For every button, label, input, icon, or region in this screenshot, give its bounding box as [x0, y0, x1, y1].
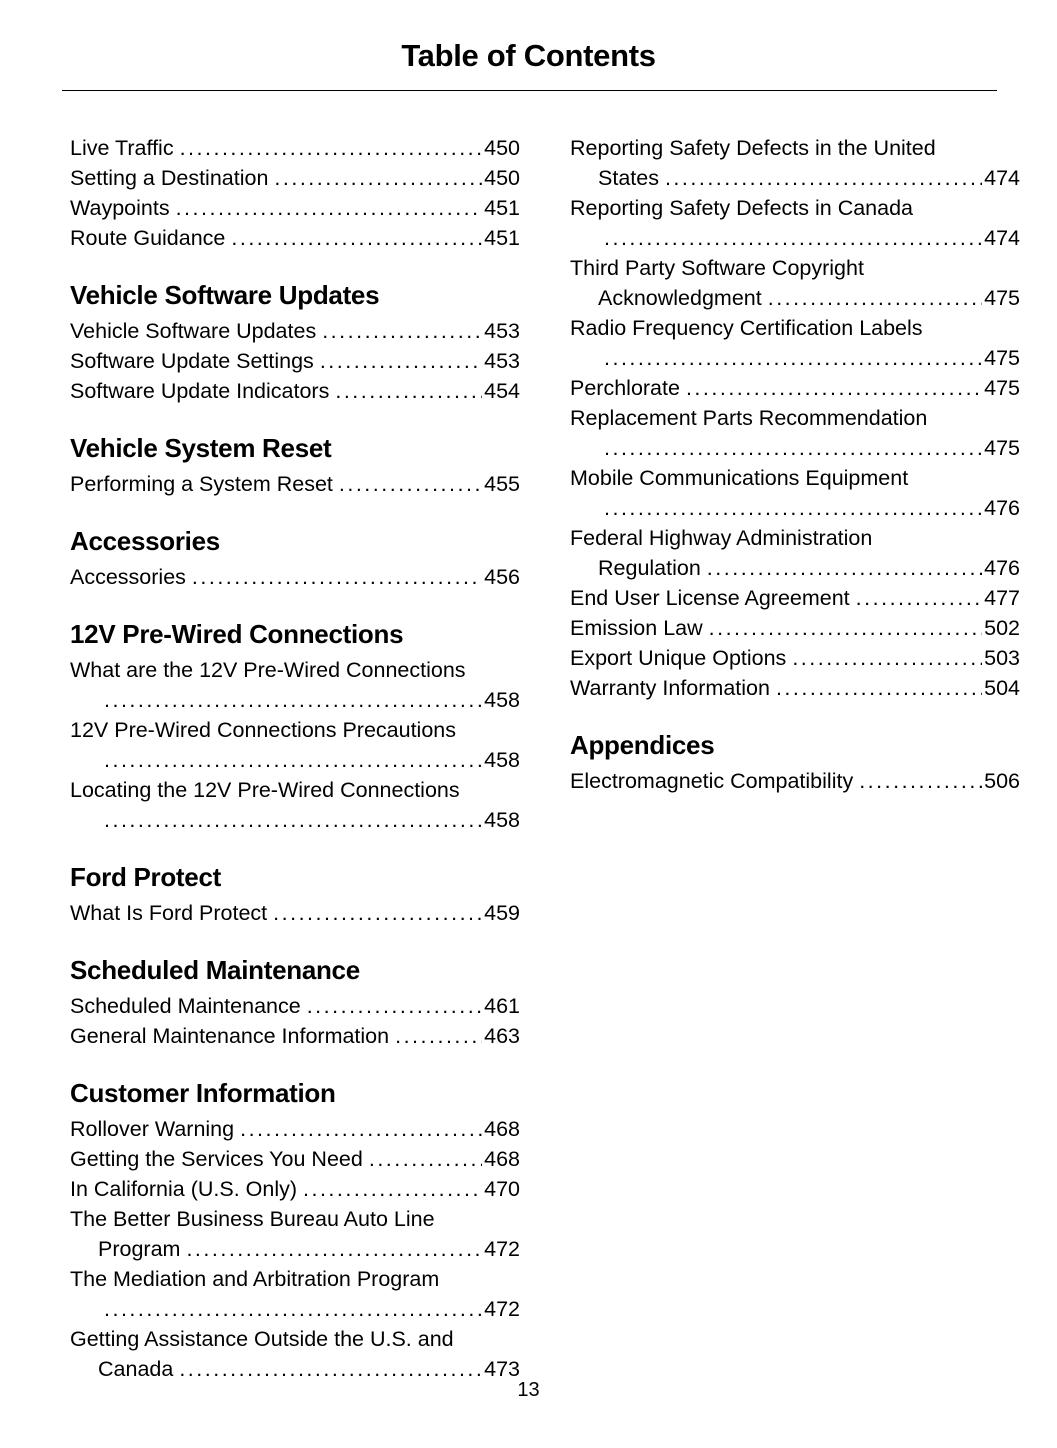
toc-entry — [70, 193, 520, 223]
entry-line — [570, 613, 1020, 643]
entry-line — [70, 805, 520, 835]
toc-entry — [70, 991, 520, 1021]
entry-line — [70, 163, 520, 193]
toc-entry — [70, 133, 520, 163]
dot-leader — [104, 805, 482, 835]
toc-entry — [570, 613, 1020, 643]
toc-entry — [70, 346, 520, 376]
toc-section — [570, 729, 1020, 796]
entry-label: Getting the Services You Need — [70, 1147, 363, 1171]
entry-line — [70, 1234, 520, 1264]
entry-page-number: 474 — [984, 166, 1020, 190]
entry-page-number: 477 — [984, 586, 1020, 610]
toc-entry — [570, 643, 1020, 673]
entry-page-number: 502 — [984, 616, 1020, 640]
dot-leader — [335, 376, 482, 406]
entry-line — [570, 163, 1020, 193]
toc-entry — [570, 373, 1020, 403]
toc-entry — [70, 775, 520, 835]
toc-section — [70, 432, 520, 499]
entry-line — [570, 223, 1020, 253]
entry-page-number: 453 — [484, 319, 520, 343]
toc-entry — [570, 523, 1020, 583]
toc-entry — [70, 715, 520, 775]
toc-entry — [570, 193, 1020, 253]
entry-line: The Better Business Bureau Auto Line — [70, 1207, 435, 1231]
toc-entry — [70, 469, 520, 499]
entry-line — [70, 316, 520, 346]
entry-line — [70, 1021, 520, 1051]
dot-leader — [320, 346, 482, 376]
entry-line: Replacement Parts Recommendation — [570, 406, 928, 430]
page-header — [0, 0, 1057, 91]
toc-entry — [70, 1144, 520, 1174]
entry-page-number: 468 — [484, 1117, 520, 1141]
dot-leader — [303, 1174, 482, 1204]
entry-page-number: 458 — [484, 808, 520, 832]
toc-entry — [70, 898, 520, 928]
entry-line: Reporting Safety Defects in Canada — [570, 196, 914, 220]
entry-page-number: 476 — [984, 496, 1020, 520]
dot-leader — [104, 685, 482, 715]
section-heading: Accessories — [70, 526, 220, 556]
entry-page-number: 455 — [484, 472, 520, 496]
entry-label: Accessories — [70, 565, 186, 589]
entry-line — [70, 685, 520, 715]
dot-leader — [180, 133, 483, 163]
section-heading: Vehicle System Reset — [70, 433, 332, 463]
toc-section — [70, 279, 520, 406]
dot-leader — [369, 1144, 482, 1174]
entry-page-number: 473 — [484, 1357, 520, 1381]
entry-label: Performing a System Reset — [70, 472, 333, 496]
toc-entry — [70, 1204, 520, 1264]
entry-line — [70, 1144, 520, 1174]
toc-entry — [70, 376, 520, 406]
entry-page-number: 504 — [984, 676, 1020, 700]
toc-entry — [570, 766, 1020, 796]
entry-label: Canada — [98, 1357, 174, 1381]
entry-line: Federal Highway Administration — [570, 526, 873, 550]
toc-entry — [70, 316, 520, 346]
entry-label: Scheduled Maintenance — [70, 994, 301, 1018]
entry-line: The Mediation and Arbitration Program — [70, 1267, 440, 1291]
entry-page-number: 506 — [984, 769, 1020, 793]
entry-line: Mobile Communications Equipment — [570, 466, 909, 490]
entry-label: Acknowledgment — [598, 286, 762, 310]
section-heading: Customer Information — [70, 1078, 336, 1108]
entry-label: Export Unique Options — [570, 646, 787, 670]
entry-label: Live Traffic — [70, 136, 174, 160]
entry-label: Waypoints — [70, 196, 170, 220]
toc-entry — [570, 583, 1020, 613]
toc-entry — [70, 1264, 520, 1324]
entry-line — [70, 346, 520, 376]
entry-label: End User License Agreement — [570, 586, 850, 610]
dot-leader — [859, 766, 982, 796]
toc-entry — [70, 1324, 520, 1384]
entry-line — [70, 1294, 520, 1324]
toc-entry — [70, 163, 520, 193]
entry-label: Perchlorate — [570, 376, 680, 400]
entry-label: In California (U.S. Only) — [70, 1177, 298, 1201]
entry-line — [70, 745, 520, 775]
dot-leader — [339, 469, 482, 499]
dot-leader — [856, 583, 982, 613]
entry-line — [570, 766, 1020, 796]
entry-line — [570, 643, 1020, 673]
toc-entry — [570, 403, 1020, 463]
entry-line — [70, 376, 520, 406]
dot-leader — [176, 193, 483, 223]
entry-line — [570, 433, 1020, 463]
toc-entry — [70, 562, 520, 592]
toc-section — [70, 954, 520, 1051]
entry-page-number: 476 — [984, 556, 1020, 580]
entry-line — [570, 373, 1020, 403]
entry-label: Rollover Warning — [70, 1117, 235, 1141]
dot-leader — [604, 343, 982, 373]
entry-line — [70, 469, 520, 499]
entry-label: Regulation — [598, 556, 701, 580]
entry-page-number: 456 — [484, 565, 520, 589]
entry-page-number: 454 — [484, 379, 520, 403]
dot-leader — [665, 163, 982, 193]
dot-leader — [186, 1234, 482, 1264]
entry-page-number: 475 — [984, 436, 1020, 460]
entry-line: Reporting Safety Defects in the United — [570, 136, 936, 160]
entry-line — [570, 673, 1020, 703]
section-heading: Vehicle Software Updates — [70, 280, 380, 310]
page-title: Table of Contents — [401, 38, 656, 73]
toc-entry — [570, 133, 1020, 193]
entry-line: Locating the 12V Pre-Wired Connections — [70, 778, 460, 802]
toc-section — [70, 861, 520, 928]
dot-leader — [322, 316, 482, 346]
toc-entry — [570, 253, 1020, 313]
entry-label: States — [598, 166, 659, 190]
entry-page-number: 459 — [484, 901, 520, 925]
dot-leader — [604, 433, 982, 463]
dot-leader — [104, 1294, 482, 1324]
toc-entry — [570, 463, 1020, 523]
entry-label: What Is Ford Protect — [70, 901, 268, 925]
entry-label: Warranty Information — [570, 676, 770, 700]
entry-line — [570, 583, 1020, 613]
toc-entry — [70, 1114, 520, 1144]
entry-line — [570, 343, 1020, 373]
entry-page-number: 453 — [484, 349, 520, 373]
toc-entry — [570, 313, 1020, 373]
entry-line — [70, 223, 520, 253]
entry-label: Route Guidance — [70, 226, 226, 250]
dot-leader — [792, 643, 982, 673]
entry-label: Emission Law — [570, 616, 703, 640]
entry-page-number: 475 — [984, 346, 1020, 370]
dot-leader — [604, 223, 982, 253]
entry-label: General Maintenance Information — [70, 1024, 390, 1048]
toc-entry — [70, 655, 520, 715]
entry-page-number: 451 — [484, 196, 520, 220]
toc-section — [70, 1077, 520, 1384]
entry-page-number: 475 — [984, 286, 1020, 310]
section-heading: 12V Pre-Wired Connections — [70, 619, 404, 649]
entry-page-number: 461 — [484, 994, 520, 1018]
entry-label: Software Update Indicators — [70, 379, 330, 403]
entry-line — [70, 193, 520, 223]
entry-label: Setting a Destination — [70, 166, 269, 190]
entry-page-number: 450 — [484, 136, 520, 160]
dot-leader — [307, 991, 482, 1021]
entry-line: Third Party Software Copyright — [570, 256, 864, 280]
toc-entry — [70, 223, 520, 253]
entry-page-number: 468 — [484, 1147, 520, 1171]
entry-page-number: 450 — [484, 166, 520, 190]
entry-line — [570, 283, 1020, 313]
entry-line: 12V Pre-Wired Connections Precautions — [70, 718, 456, 742]
dot-leader — [707, 553, 982, 583]
entry-line — [70, 562, 520, 592]
toc-column-left — [70, 133, 520, 1384]
entry-label: Vehicle Software Updates — [70, 319, 317, 343]
entry-line: Getting Assistance Outside the U.S. and — [70, 1327, 454, 1351]
toc-column-right — [570, 133, 1020, 1384]
entry-page-number: 472 — [484, 1237, 520, 1261]
entry-line — [70, 133, 520, 163]
entry-page-number: 458 — [484, 688, 520, 712]
entry-line — [70, 898, 520, 928]
dot-leader — [274, 163, 482, 193]
dot-leader — [104, 745, 482, 775]
entry-page-number: 458 — [484, 748, 520, 772]
entry-line — [70, 1174, 520, 1204]
entry-label: Program — [98, 1237, 181, 1261]
entry-page-number: 463 — [484, 1024, 520, 1048]
dot-leader — [709, 613, 982, 643]
dot-leader — [768, 283, 982, 313]
entry-page-number: 451 — [484, 226, 520, 250]
toc-section — [70, 133, 520, 253]
dot-leader — [604, 493, 982, 523]
page-number: 13 — [517, 1379, 540, 1401]
section-heading: Ford Protect — [70, 862, 221, 892]
dot-leader — [273, 898, 482, 928]
toc-section — [70, 525, 520, 592]
entry-line: Radio Frequency Certification Labels — [570, 316, 923, 340]
dot-leader — [395, 1021, 482, 1051]
toc-section — [570, 133, 1020, 703]
toc-columns — [0, 91, 1057, 1384]
dot-leader — [240, 1114, 482, 1144]
entry-page-number: 474 — [984, 226, 1020, 250]
entry-page-number: 470 — [484, 1177, 520, 1201]
toc-entry — [570, 673, 1020, 703]
section-heading: Scheduled Maintenance — [70, 955, 360, 985]
entry-line — [70, 991, 520, 1021]
dot-leader — [192, 562, 482, 592]
entry-line: What are the 12V Pre-Wired Connections — [70, 658, 466, 682]
entry-line — [70, 1114, 520, 1144]
dot-leader — [686, 373, 982, 403]
entry-line — [570, 553, 1020, 583]
entry-page-number: 475 — [984, 376, 1020, 400]
toc-section — [70, 618, 520, 835]
toc-entry — [70, 1021, 520, 1051]
entry-page-number: 472 — [484, 1297, 520, 1321]
entry-label: Software Update Settings — [70, 349, 314, 373]
entry-line — [570, 493, 1020, 523]
section-heading: Appendices — [570, 730, 715, 760]
toc-entry — [70, 1174, 520, 1204]
entry-page-number: 503 — [984, 646, 1020, 670]
dot-leader — [776, 673, 982, 703]
entry-label: Electromagnetic Compatibility — [570, 769, 854, 793]
dot-leader — [231, 223, 482, 253]
